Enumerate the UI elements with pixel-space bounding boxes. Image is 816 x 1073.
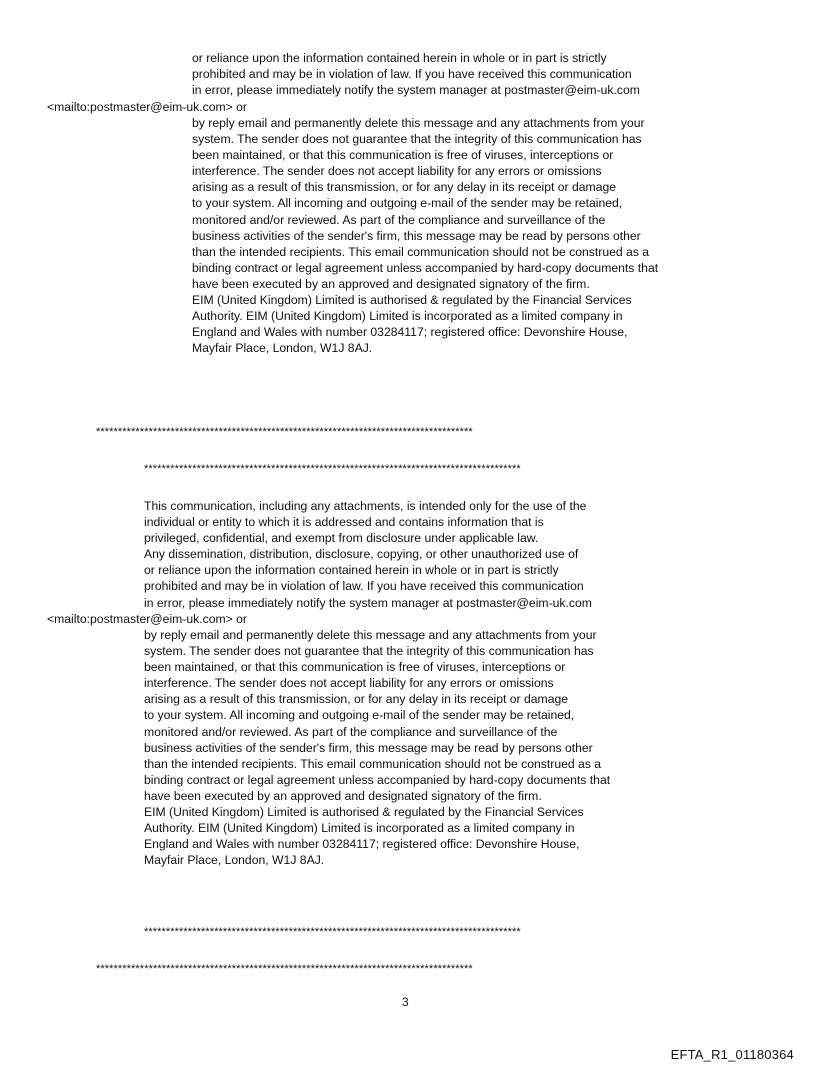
text-line: to your system. All incoming and outgoing e-mail of the sender may be retained,: [144, 708, 575, 723]
separator-outer-1: **************************************************************************************: [96, 426, 473, 438]
text-line: have been executed by an approved and designated signatory of the firm.: [192, 276, 590, 291]
text-line: than the intended recipients. This email communication should not be construed as a: [144, 756, 602, 771]
text-line: by reply email and permanently delete this message and any attachments from your: [144, 628, 597, 642]
text-line: monitored and/or reviewed. As part of the compliance and surveillance of the: [144, 724, 558, 739]
text-line: Authority. EIM (United Kingdom) Limited is incorporated as a limited company in: [144, 821, 575, 836]
separator-inner-1: **************************************************************************************: [144, 463, 521, 475]
text-line: prohibited and may be in violation of law. If you have received this communication: [192, 67, 632, 82]
text-line: or reliance upon the information contained herein in whole or in part is strictly: [192, 51, 607, 65]
text-line: business activities of the sender's firm, this message may be read by persons other: [192, 228, 641, 243]
text-line: monitored and/or reviewed. As part of the compliance and surveillance of the: [192, 212, 606, 227]
text-line: arising as a result of this transmission, or for any delay in its receipt or damage: [144, 692, 569, 707]
text-line: Any dissemination, distribution, disclosure, copying, or other unauthorized use of: [144, 547, 579, 562]
text-line: business activities of the sender's firm, this message may be read by persons other: [144, 740, 593, 755]
text-line: Mayfair Place, London, W1J 8AJ.: [192, 341, 373, 356]
text-line: privileged, confidential, and exempt from disclosure under applicable law.: [144, 531, 539, 546]
text-line: to your system. All incoming and outgoing e-mail of the sender may be retained,: [192, 196, 623, 211]
text-line: Authority. EIM (United Kingdom) Limited is incorporated as a limited company in: [192, 309, 623, 324]
text-line: been maintained, or that this communication is free of viruses, interceptions or: [144, 660, 566, 675]
text-line: in error, please immediately notify the system manager at postmaster@eim-uk.com: [144, 595, 592, 610]
text-line: system. The sender does not guarantee that the integrity of this communication has: [144, 644, 594, 659]
text-line: binding contract or legal agreement unless accompanied by hard-copy documents that: [144, 772, 611, 787]
text-line: England and Wales with number 03284117; registered office: Devonshire House,: [192, 325, 628, 340]
disclaimer-a-bottom: [192, 115, 658, 356]
text-line: been maintained, or that this communication is free of viruses, interceptions or: [192, 148, 614, 163]
text-line: individual or entity to which it is addressed and contains information that is: [144, 515, 544, 530]
text-line: by reply email and permanently delete this message and any attachments from your: [192, 116, 645, 130]
text-line: system. The sender does not guarantee that the integrity of this communication has: [192, 132, 642, 147]
text-line: prohibited and may be in violation of law. If you have received this communication: [144, 579, 584, 594]
text-line: than the intended recipients. This email communication should not be construed as a: [192, 244, 650, 259]
text-line: have been executed by an approved and designated signatory of the firm.: [144, 788, 542, 803]
disclaimer-b-bottom: [144, 627, 610, 868]
separator-outer-2: **************************************************************************************: [96, 963, 473, 975]
bates-number: EFTA_R1_01180364: [670, 1047, 794, 1062]
text-line: EIM (United Kingdom) Limited is authorised & regulated by the Financial Services: [144, 805, 584, 820]
text-line: in error, please immediately notify the system manager at postmaster@eim-uk.com: [192, 83, 640, 98]
text-line: binding contract or legal agreement unless accompanied by hard-copy documents that: [192, 260, 659, 275]
text-line: Mayfair Place, London, W1J 8AJ.: [144, 853, 325, 868]
separator-inner-2: **************************************************************************************: [144, 926, 521, 938]
mailto-line-b: <mailto:postmaster@eim-uk.com> or: [47, 612, 247, 626]
page-number: 3: [402, 995, 409, 1009]
text-line: EIM (United Kingdom) Limited is authorised & regulated by the Financial Services: [192, 293, 632, 308]
text-line: interference. The sender does not accept liability for any errors or omissions: [192, 164, 602, 179]
text-line: This communication, including any attachments, is intended only for the use of the: [144, 499, 587, 513]
text-line: interference. The sender does not accept liability for any errors or omissions: [144, 676, 554, 691]
disclaimer-b-top: [144, 498, 592, 611]
mailto-line-a: <mailto:postmaster@eim-uk.com> or: [47, 100, 247, 114]
text-line: England and Wales with number 03284117; registered office: Devonshire House,: [144, 837, 580, 852]
text-line: arising as a result of this transmission, or for any delay in its receipt or damage: [192, 180, 617, 195]
text-line: or reliance upon the information contained herein in whole or in part is strictly: [144, 563, 559, 578]
disclaimer-a-top: [192, 50, 640, 98]
